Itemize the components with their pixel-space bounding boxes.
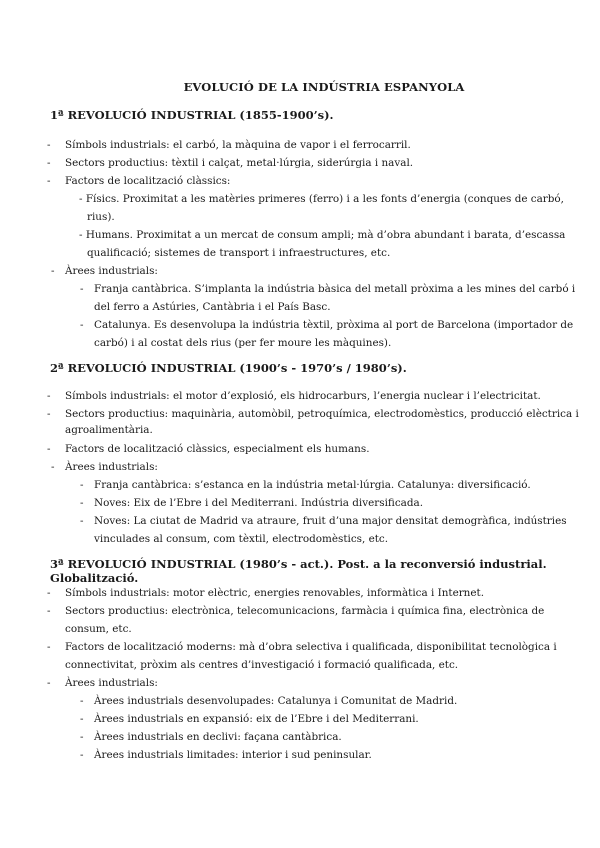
s2-area-3-line1: Noves: La ciutat de Madrid va atraure, fruit d’una major densitat demogràfica, indústries	[94, 515, 567, 527]
s2-area-1: Franja cantàbrica: s’estanca en la indústria metal·lúrgia. Catalunya: diversificació.	[94, 479, 531, 491]
s2-sectors-line1: Sectors productius: maquinària, automòbil, petroquímica, electrodomèstics, producció elèctrica i	[65, 408, 579, 420]
s3-area-2: Àrees industrials en expansió: eix de l’Ebre i del Mediterrani.	[94, 713, 419, 725]
s1-franja-line1: Franja cantàbrica. S’implanta la indústria bàsica del metall pròxima a les mines del carbó i	[94, 283, 576, 295]
s2-area-2: Noves: Eix de l’Ebre i del Mediterrani. Indústria diversificada.	[94, 497, 423, 509]
bullet: -	[47, 408, 51, 420]
section-3-heading: 3ª REVOLUCIÓ INDUSTRIAL (1980’s - act.). Post. a la reconversió industrial. Globalització.	[50, 557, 547, 585]
bullet: -	[80, 695, 84, 707]
bullet: -	[80, 283, 84, 295]
s1-sectors: Sectors productius: tèxtil i calçat, metal·lúrgia, siderúrgia i naval.	[65, 157, 414, 169]
bullet: -	[80, 319, 84, 331]
s2-area-3-line2: vinculades al consum, com tèxtil, electrodomèstics, etc.	[94, 533, 389, 545]
s2-factors: Factors de localització clàssics, especialment els humans.	[65, 443, 370, 455]
s1-franja-line2: del ferro a Astúries, Cantàbria i el País Basc.	[94, 301, 331, 313]
bullet: -	[80, 479, 84, 491]
s1-humans-line2: qualificació; sistemes de transport i infraestructures, etc.	[87, 247, 391, 259]
bullet: -	[47, 677, 51, 689]
s2-arees: Àrees industrials:	[65, 461, 158, 473]
bullet: -	[51, 265, 55, 277]
s1-catalunya-line1: Catalunya. Es desenvolupa la indústria tèxtil, pròxima al port de Barcelona (importador de	[94, 319, 574, 331]
bullet: -	[80, 515, 84, 527]
s3-sectors-line2: consum, etc.	[65, 623, 132, 635]
bullet: -	[80, 497, 84, 509]
s3-arees: Àrees industrials:	[65, 677, 158, 689]
bullet: -	[80, 731, 84, 743]
bullet: -	[47, 175, 51, 187]
bullet: -	[47, 605, 51, 617]
bullet: -	[47, 157, 51, 169]
section-1-heading: 1ª REVOLUCIÓ INDUSTRIAL (1855-1900’s).	[50, 108, 334, 122]
s2-sectors-line2: agroalimentària.	[65, 424, 153, 436]
bullet: -	[47, 443, 51, 455]
s3-area-1: Àrees industrials desenvolupades: Catalunya i Comunitat de Madrid.	[94, 695, 458, 707]
bullet: -	[80, 749, 84, 761]
s1-fisics-line2: rius).	[87, 211, 115, 223]
s1-catalunya-line2: carbó) i al costat dels rius (per fer moure les màquines).	[94, 337, 392, 349]
section-2-heading: 2ª REVOLUCIÓ INDUSTRIAL (1900’s - 1970’s / 1980’s).	[50, 361, 407, 375]
s3-simbols: Símbols industrials: motor elèctric, energies renovables, informàtica i Internet.	[65, 587, 484, 599]
bullet: -	[47, 139, 51, 151]
bullet: -	[51, 461, 55, 473]
s2-simbols: Símbols industrials: el motor d’explosió, els hidrocarburs, l’energia nuclear i l’electricitat.	[65, 390, 541, 402]
s3-area-4: Àrees industrials limitades: interior i sud peninsular.	[94, 749, 372, 761]
s3-factors-line2: connectivitat, pròxim als centres d’investigació i formació qualificada, etc.	[65, 659, 459, 671]
document-title: EVOLUCIÓ DE LA INDÚSTRIA ESPANYOLA	[183, 80, 465, 94]
s3-factors-line1: Factors de localització moderns: mà d’obra selectiva i qualificada, disponibilitat tecnològica i	[65, 641, 557, 653]
bullet: -	[47, 390, 51, 402]
s1-factors: Factors de localització clàssics:	[65, 175, 231, 187]
s3-area-3: Àrees industrials en declivi: façana cantàbrica.	[94, 731, 342, 743]
s1-arees: Àrees industrials:	[65, 265, 158, 277]
s3-sectors-line1: Sectors productius: electrònica, telecomunicacions, farmàcia i química fina, electrònica de	[65, 605, 545, 617]
s1-fisics-line1: - Físics. Proximitat a les matèries primeres (ferro) i a les fonts d’energia (conques de carbó,	[79, 193, 564, 205]
bullet: -	[47, 587, 51, 599]
bullet: -	[47, 641, 51, 653]
s1-humans-line1: - Humans. Proximitat a un mercat de consum ampli; mà d’obra abundant i barata, d’escassa	[79, 229, 566, 241]
bullet: -	[80, 713, 84, 725]
s1-simbols: Símbols industrials: el carbó, la màquina de vapor i el ferrocarril.	[65, 139, 411, 151]
